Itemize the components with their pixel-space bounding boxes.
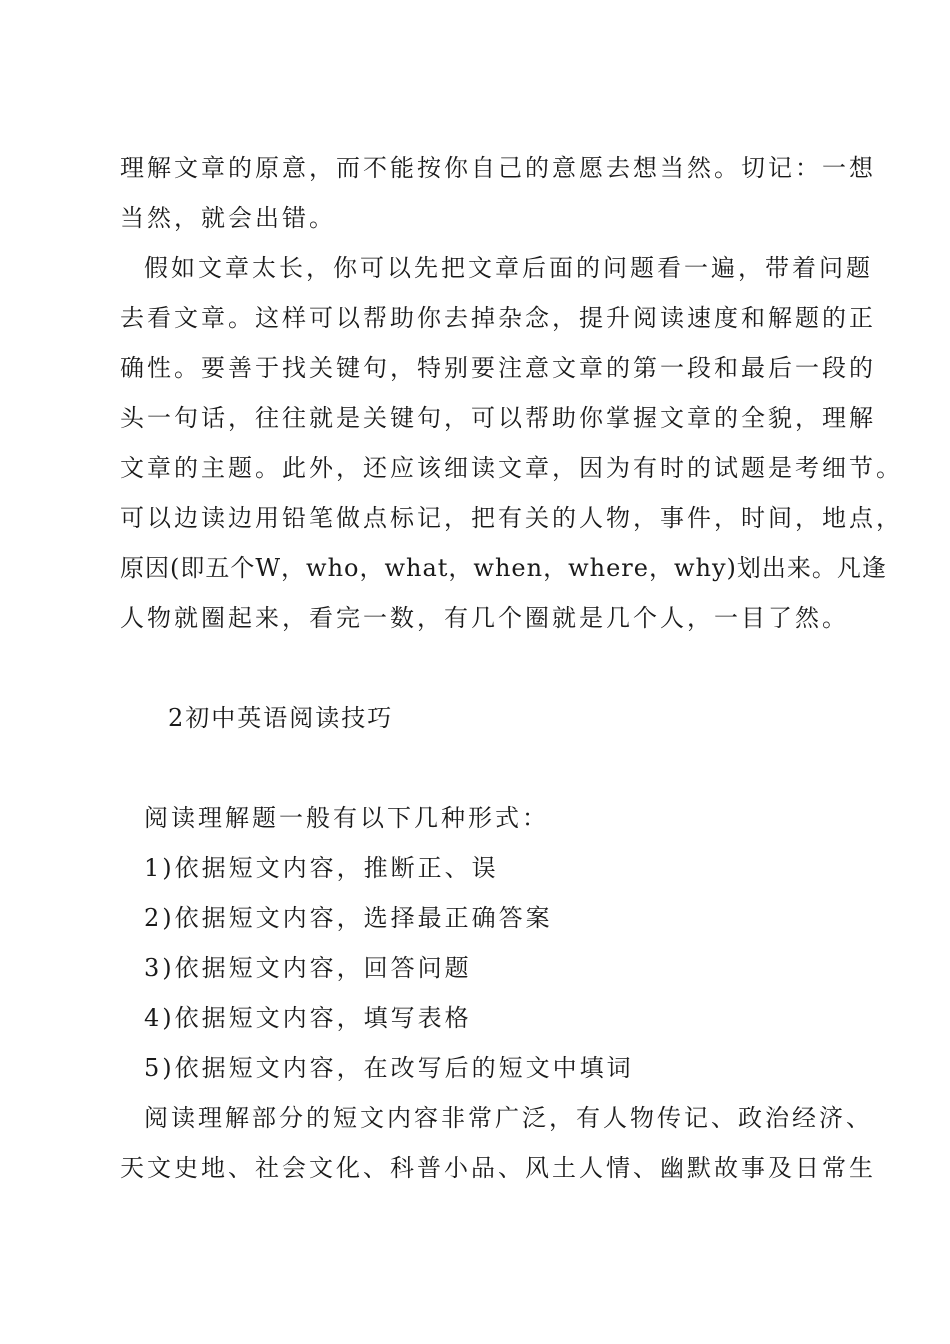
question-type-item-4: 4)依据短文内容，填写表格 bbox=[144, 1004, 472, 1032]
paragraph-2-line-3: 确性。要善于找关键句，特别要注意文章的第一段和最后一段的 bbox=[120, 354, 876, 382]
paragraph-2-line-5: 文章的主题。此外，还应该细读文章，因为有时的试题是考细节。 bbox=[120, 454, 903, 482]
question-type-item-1: 1)依据短文内容，推断正、误 bbox=[144, 854, 499, 882]
question-type-item-2: 2)依据短文内容，选择最正确答案 bbox=[144, 904, 553, 932]
paragraph-2-line-4: 头一句话，往往就是关键句，可以帮助你掌握文章的全貌，理解 bbox=[120, 404, 876, 432]
question-types-intro: 阅读理解题一般有以下几种形式： bbox=[144, 804, 549, 832]
paragraph-3-line-1: 阅读理解部分的短文内容非常广泛，有人物传记、政治经济、 bbox=[144, 1104, 873, 1132]
paragraph-2-line-2: 去看文章。这样可以帮助你去掉杂念，提升阅读速度和解题的正 bbox=[120, 304, 876, 332]
paragraph-3-line-2: 天文史地、社会文化、科普小品、风土人情、幽默故事及日常生 bbox=[120, 1154, 876, 1182]
paragraph-1-line-1: 理解文章的原意，而不能按你自己的意愿去想当然。切记：一想 bbox=[120, 154, 876, 182]
question-type-item-3: 3)依据短文内容，回答问题 bbox=[144, 954, 472, 982]
paragraph-1-line-2: 当然，就会出错。 bbox=[120, 204, 336, 232]
paragraph-2-line-6: 可以边读边用铅笔做点标记，把有关的人物，事件，时间，地点， bbox=[120, 504, 903, 532]
paragraph-2-line-8: 人物就圈起来，看完一数，有几个圈就是几个人，一目了然。 bbox=[120, 604, 849, 632]
paragraph-2-line-1: 假如文章太长，你可以先把文章后面的问题看一遍，带着问题 bbox=[144, 254, 873, 282]
section-heading: 2初中英语阅读技巧 bbox=[168, 704, 394, 732]
question-type-item-5: 5)依据短文内容，在改写后的短文中填词 bbox=[144, 1054, 634, 1082]
paragraph-2-line-7: 原因(即五个W，who，what，when，where，why)划出来。凡逢 bbox=[120, 554, 887, 582]
